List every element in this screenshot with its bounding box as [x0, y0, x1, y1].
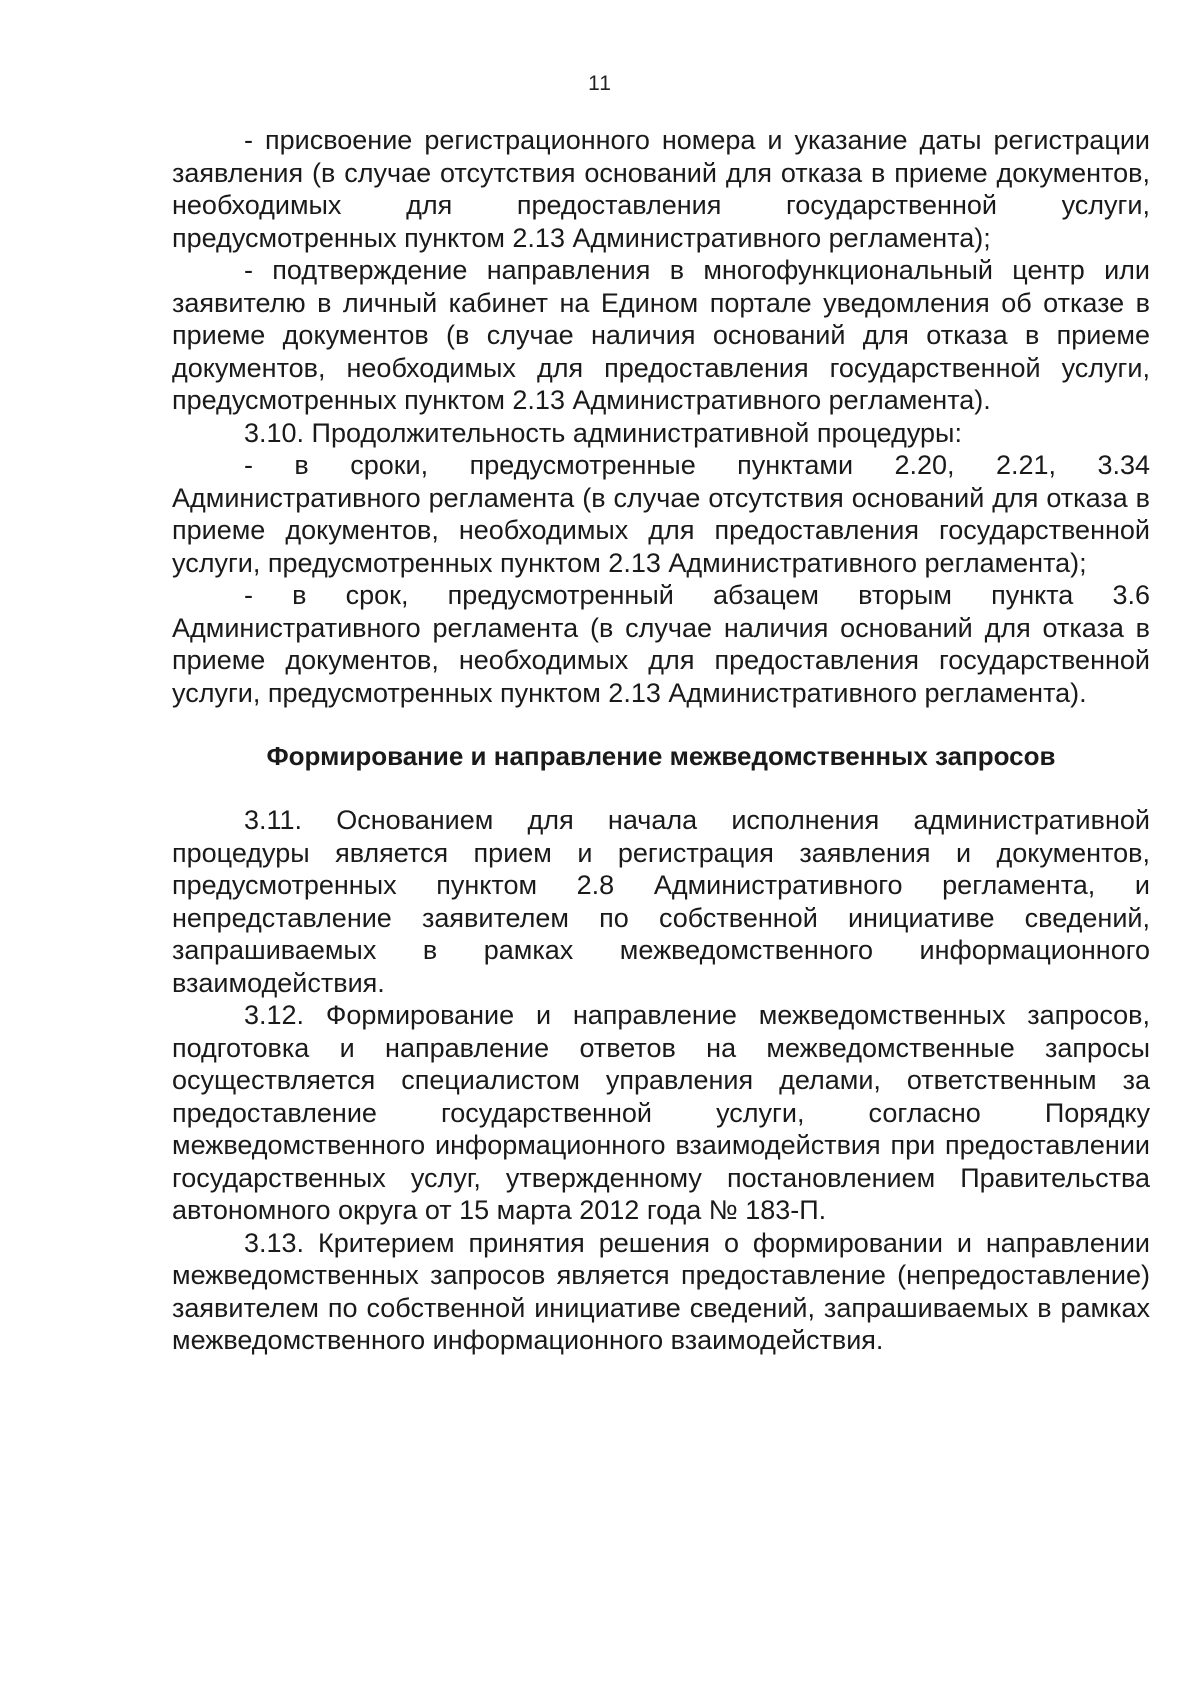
paragraph-duration-terms: - в сроки, предусмотренные пунктами 2.20, 2.21, 3.34 Административного регламента (в случае отсутствия оснований для отказа в приеме документов, необходимых для предоставления государственной услуги, предусмотренных пунктом 2.13 Административного регламента); [172, 450, 1150, 578]
document-body [172, 124, 1150, 1357]
paragraph-3-12-requests: 3.12. Формирование и направление межведомственных запросов, подготовка и направление ответов на межведомственные запросы осуществляется специалистом управления делами, ответственным за предоставление государственной услуги, согласно Порядку межведомственного информационного взаимодействия при предоставлении государственных услуг, утвержденному постановлением Правительства автономного округа от 15 марта 2012 года № 183-П. [172, 1000, 1150, 1225]
section-heading: Формирование и направление межведомственных запросов [266, 741, 1056, 771]
page-number: 11 [588, 72, 612, 95]
paragraph-registration-number: - присвоение регистрационного номера и указание даты регистрации заявления (в случае отсутствия оснований для отказа в приеме документов, необходимых для предоставления государственной услуги, предусмотренных пунктом 2.13 Административного регламента); [172, 125, 1150, 253]
paragraph-3-11-basis: 3.11. Основанием для начала исполнения административной процедуры является прием и регистрация заявления и документов, предусмотренных пунктом 2.8 Административного регламента, и непредставление заявителем по собственной инициативе сведений, запрашиваемых в рамках межведомственного информационного взаимодействия. [172, 805, 1150, 998]
paragraph-3-13-criterion: 3.13. Критерием принятия решения о формировании и направлении межведомственных запросов является предоставление (непредоставление) заявителем по собственной инициативе сведений, запрашиваемых в рамках межведомственного информационного взаимодействия. [172, 1227, 1150, 1355]
paragraph-refusal-confirmation: - подтверждение направления в многофункциональный центр или заявителю в личный кабинет на Едином портале уведомления об отказе в приеме документов (в случае наличия оснований для отказа в приеме документов, необходимых для предоставления государственной услуги, предусмотренных пунктом 2.13 Административного регламента). [172, 255, 1150, 415]
paragraph-3-10-duration: 3.10. Продолжительность административной процедуры: [244, 417, 962, 448]
paragraph-duration-refusal: - в срок, предусмотренный абзацем вторым пункта 3.6 Административного регламента (в случае наличия оснований для отказа в приеме документов, необходимых для предоставления государственной услуги, предусмотренных пунктом 2.13 Административного регламента). [172, 580, 1150, 708]
